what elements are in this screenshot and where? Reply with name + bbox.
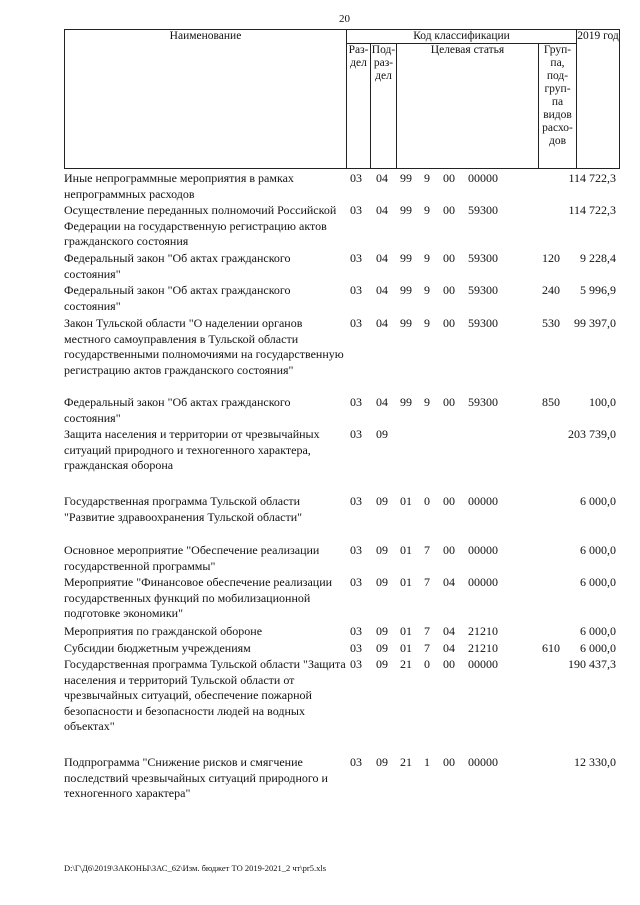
header-year: 2019 год: [577, 30, 620, 169]
row-podrazdel: 09: [376, 641, 388, 655]
row-target-program: 21: [400, 657, 412, 671]
row-sum: 5 996,9: [580, 283, 616, 297]
row-razdel: 03: [350, 251, 362, 265]
row-razdel: 03: [350, 171, 362, 185]
row-target-event: 00: [443, 395, 455, 409]
row-sum: 6 000,0: [580, 494, 616, 508]
row-target-event: 00: [443, 755, 455, 769]
row-target-direction: 59300: [468, 395, 498, 409]
row-target-event: 04: [443, 575, 455, 589]
row-razdel: 03: [350, 316, 362, 330]
row-razdel: 03: [350, 657, 362, 671]
row-target-direction: 59300: [468, 251, 498, 265]
row-sum: 12 330,0: [574, 755, 616, 769]
row-target-event: 00: [443, 283, 455, 297]
row-target-direction: 00000: [468, 657, 498, 671]
row-target-direction: 21210: [468, 624, 498, 638]
row-sum: 6 000,0: [580, 575, 616, 589]
row-name: Мероприятие "Финансовое обеспечение реализации государственных функций по мобилизационной подготовке экономики": [64, 575, 333, 620]
row-target-program: 99: [400, 283, 412, 297]
row-target-subprogram: 9: [424, 316, 430, 330]
row-name: Федеральный закон "Об актах гражданского состояния": [64, 251, 291, 281]
row-sum: 99 397,0: [574, 316, 616, 330]
row-name: Подпрограмма "Снижение рисков и смягчение последствий чрезвычайных ситуаций природного и техногенного характера": [64, 755, 328, 800]
header-group: Груп- па, под- груп- па видов расхо- дов: [539, 44, 577, 169]
row-razdel: 03: [350, 624, 362, 638]
row-name: Иные непрограммные мероприятия в рамках непрограммных расходов: [64, 171, 294, 201]
table-header: [64, 29, 620, 169]
row-target-program: 99: [400, 203, 412, 217]
row-razdel: 03: [350, 283, 362, 297]
row-razdel: 03: [350, 641, 362, 655]
row-sum: 203 739,0: [568, 427, 616, 441]
row-sum: 6 000,0: [580, 624, 616, 638]
row-target-program: 99: [400, 316, 412, 330]
row-name: Закон Тульской области "О наделении органов местного самоуправления в Тульской области государственными полномочиями на государственную регистрацию актов гражданского состояния": [64, 316, 344, 377]
row-group: 240: [542, 283, 560, 297]
row-group: 610: [542, 641, 560, 655]
row-podrazdel: 04: [376, 283, 388, 297]
row-target-subprogram: 7: [424, 641, 430, 655]
row-name: Мероприятия по гражданской обороне: [64, 624, 263, 638]
page-number: 20: [339, 13, 350, 25]
header-name: Наименование: [65, 30, 347, 169]
row-razdel: 03: [350, 494, 362, 508]
row-target-subprogram: 9: [424, 171, 430, 185]
row-podrazdel: 09: [376, 427, 388, 441]
row-name: Государственная программа Тульской области "Развитие здравоохранения Тульской области": [64, 494, 303, 524]
row-target-direction: 59300: [468, 283, 498, 297]
row-target-subprogram: 7: [424, 624, 430, 638]
row-podrazdel: 09: [376, 543, 388, 557]
row-target-direction: 00000: [468, 171, 498, 185]
row-target-program: 21: [400, 755, 412, 769]
row-razdel: 03: [350, 203, 362, 217]
row-sum: 100,0: [589, 395, 616, 409]
row-target-subprogram: 1: [424, 755, 430, 769]
row-podrazdel: 09: [376, 494, 388, 508]
row-sum: 6 000,0: [580, 641, 616, 655]
row-target-event: 00: [443, 203, 455, 217]
row-name: Основное мероприятие "Обеспечение реализации государственной программы": [64, 543, 320, 573]
row-razdel: 03: [350, 395, 362, 409]
row-sum: 190 437,3: [568, 657, 616, 671]
row-target-event: 04: [443, 641, 455, 655]
row-podrazdel: 04: [376, 316, 388, 330]
row-target-direction: 00000: [468, 755, 498, 769]
row-sum: 114 722,3: [568, 203, 616, 217]
row-target-program: 01: [400, 624, 412, 638]
row-target-direction: 59300: [468, 316, 498, 330]
row-podrazdel: 09: [376, 657, 388, 671]
row-target-subprogram: 0: [424, 657, 430, 671]
row-target-program: 99: [400, 251, 412, 265]
row-target-subprogram: 7: [424, 543, 430, 557]
row-target-subprogram: 9: [424, 395, 430, 409]
row-name: Осуществление переданных полномочий Российской Федерации на государственную регистрацию актов гражданского состояния: [64, 203, 337, 248]
row-name: Защита населения и территории от чрезвычайных ситуаций природного и техногенного характера, гражданская оборона: [64, 427, 320, 472]
row-name: Федеральный закон "Об актах гражданского состояния": [64, 395, 291, 425]
row-podrazdel: 09: [376, 624, 388, 638]
file-path-footer: D:\Г\Д6\2019\ЗАКОНЫ\ЗАС_62\Изм. бюджет ТО 2019-2021_2 чт\pr5.xls: [64, 863, 327, 873]
row-target-program: 01: [400, 543, 412, 557]
row-target-subprogram: 7: [424, 575, 430, 589]
row-razdel: 03: [350, 427, 362, 441]
row-sum: 9 228,4: [580, 251, 616, 265]
row-target-event: 04: [443, 624, 455, 638]
row-podrazdel: 09: [376, 575, 388, 589]
row-target-program: 01: [400, 641, 412, 655]
row-target-event: 00: [443, 543, 455, 557]
row-target-program: 99: [400, 395, 412, 409]
row-podrazdel: 04: [376, 395, 388, 409]
header-podrazdel: Под- раз- дел: [371, 44, 397, 169]
row-target-direction: 00000: [468, 575, 498, 589]
row-target-subprogram: 9: [424, 203, 430, 217]
row-target-program: 01: [400, 575, 412, 589]
row-target-event: 00: [443, 657, 455, 671]
row-razdel: 03: [350, 755, 362, 769]
row-target-subprogram: 9: [424, 251, 430, 265]
row-target-subprogram: 0: [424, 494, 430, 508]
header-razdel: Раз- дел: [347, 44, 371, 169]
row-podrazdel: 04: [376, 203, 388, 217]
row-target-direction: 21210: [468, 641, 498, 655]
row-target-program: 99: [400, 171, 412, 185]
row-target-direction: 59300: [468, 203, 498, 217]
row-name: Федеральный закон "Об актах гражданского состояния": [64, 283, 291, 313]
row-target-event: 00: [443, 316, 455, 330]
row-target-event: 00: [443, 494, 455, 508]
row-razdel: 03: [350, 575, 362, 589]
row-group: 530: [542, 316, 560, 330]
row-group: 850: [542, 395, 560, 409]
row-target-program: 01: [400, 494, 412, 508]
row-sum: 114 722,3: [568, 171, 616, 185]
header-target: Целевая статья: [397, 44, 539, 169]
row-group: 120: [542, 251, 560, 265]
row-razdel: 03: [350, 543, 362, 557]
row-target-event: 00: [443, 171, 455, 185]
header-code-group: Код классификации: [347, 30, 577, 44]
row-name: Субсидии бюджетным учреждениям: [64, 641, 251, 655]
row-target-direction: 00000: [468, 543, 498, 557]
row-target-event: 00: [443, 251, 455, 265]
row-target-direction: 00000: [468, 494, 498, 508]
row-sum: 6 000,0: [580, 543, 616, 557]
row-podrazdel: 04: [376, 251, 388, 265]
row-podrazdel: 04: [376, 171, 388, 185]
row-name: Государственная программа Тульской области "Защита населения и территорий Тульской области от чрезвычайных ситуаций, обеспечение пожарной безопасности и безопасности людей на водных объектах": [64, 657, 346, 733]
row-podrazdel: 09: [376, 755, 388, 769]
row-target-subprogram: 9: [424, 283, 430, 297]
